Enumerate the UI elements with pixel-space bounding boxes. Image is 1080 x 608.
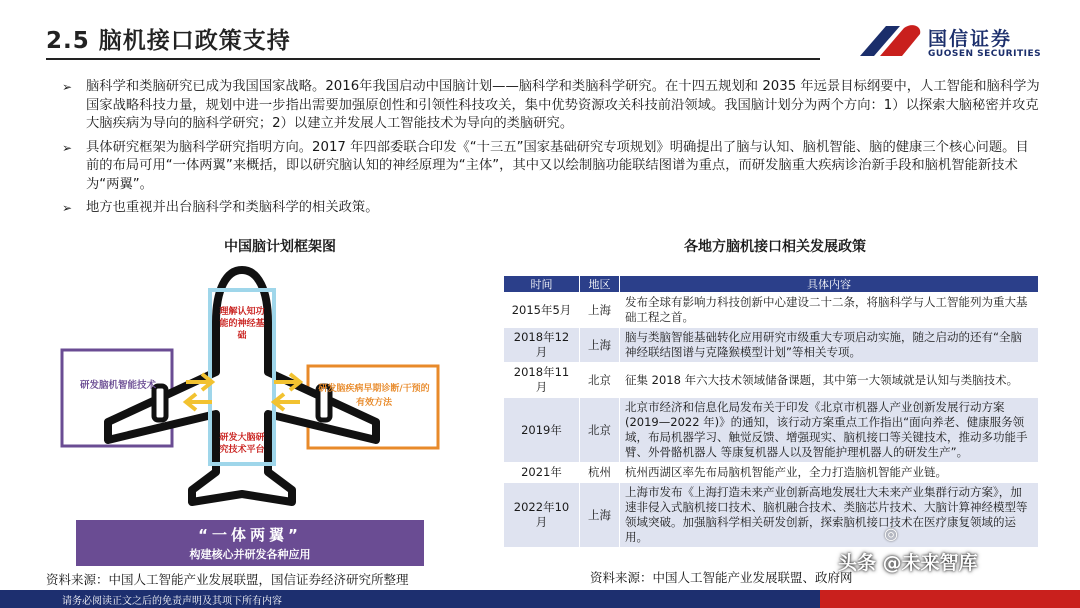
bullet-list bbox=[60, 78, 1040, 223]
brain-plan-diagram bbox=[46, 262, 446, 567]
bullet-text: 脑科学和类脑研究已成为我国国家战略。2016年我国启动中国脑计划——脑科学和类脑科学研究。在十四五规划和 2035 年远景目标纲要中，人工智能和脑科学为国家战略科技力量，规划中进一步指出需要加强原创性和引领性科技攻关，集中优势资源攻关科技前沿领域。我国脑计划分为两个方向：1）以探索大脑秘密并攻克大脑疾病为导向的脑科学研究；2）以建立并发展人工智能技术为导向的类脑研究。 bbox=[86, 79, 1040, 131]
box-center-label: 研发大脑研究技术平台 bbox=[219, 433, 265, 455]
cell-time: 2015年5月 bbox=[504, 293, 580, 328]
table-header-row bbox=[504, 276, 1039, 293]
col-header-content: 具体内容 bbox=[620, 276, 1039, 293]
cell-time: 2019年 bbox=[504, 398, 580, 463]
table-row bbox=[504, 483, 1039, 548]
cell-area: 上海 bbox=[580, 328, 620, 363]
bullet-item bbox=[60, 139, 1040, 195]
col-header-time: 时间 bbox=[504, 276, 580, 293]
cell-content: 征集 2018 年六大技术领域储备课题，其中第一大领域就是认知与类脑技术。 bbox=[620, 363, 1039, 398]
guosen-logo-icon bbox=[856, 18, 926, 62]
title-divider bbox=[46, 58, 820, 60]
logo-text-cn: 国信证券 bbox=[928, 28, 1013, 50]
cell-time: 2018年11月 bbox=[504, 363, 580, 398]
footer-accent bbox=[820, 590, 1080, 608]
table-row bbox=[504, 363, 1039, 398]
banner-subtitle: 构建核心并研发各种应用 bbox=[189, 548, 311, 561]
arrow-bullet-icon: ➢ bbox=[62, 201, 73, 215]
cell-time: 2021年 bbox=[504, 463, 580, 483]
guosen-logo bbox=[856, 18, 1056, 68]
col-header-area: 地区 bbox=[580, 276, 620, 293]
cell-content: 北京市经济和信息化局发布关于印发《北京市机器人产业创新发展行动方案(2019—2022 年)》的通知，该行动方案重点工作指出“面向养老、健康服务领域，布局机器学习、触觉反馈、增强现实、脑机接口等关键技术，推动多功能手臂、外骨骼机器人 等康复机器人以及智能护理机器人的研发生产”。 bbox=[620, 398, 1039, 463]
bullet-item bbox=[60, 199, 1040, 218]
cell-content: 上海市发布《上海打造未来产业创新高地发展壮大未来产业集群行动方案》，加速非侵入式脑机接口技术、脑机融合技术、类脑芯片技术、大脑计算神经模型等领域突破。加强脑科学相关研发创新，探索脑机接口技术在医疗康复领域的运用。 bbox=[620, 483, 1039, 548]
bullet-item bbox=[60, 78, 1040, 134]
cell-area: 北京 bbox=[580, 363, 620, 398]
logo-text-en: GUOSEN SECURITIES bbox=[928, 49, 1042, 59]
slide-title: 2.5 脑机接口政策支持 bbox=[46, 28, 291, 54]
cell-content: 脑与类脑智能基础转化应用研究市级重大专项启动实施，随之启动的还有“全脑神经联结图谱与克隆猴模型计划”等相关专项。 bbox=[620, 328, 1039, 363]
cell-area: 上海 bbox=[580, 483, 620, 548]
arrow-bullet-icon: ➢ bbox=[62, 80, 73, 94]
box-right-label: 研发脑疾病早期诊断/干预的有效方法 bbox=[318, 384, 430, 408]
policy-table bbox=[503, 275, 1039, 548]
cell-content: 发布全球有影响力科技创新中心建设二十二条，将脑科学与人工智能列为重大基础工程之首。 bbox=[620, 293, 1039, 328]
watermark: 头条 @未来智库 bbox=[838, 552, 978, 574]
table-row bbox=[504, 328, 1039, 363]
bullet-text: 具体研究框架为脑科学研究指明方向。2017 年四部委联合印发《“十三五”国家基础研究专项规划》明确提出了脑与认知、脑机智能、脑的健康三个核心问题。目前的布局可用“一体两翼”来概括，即以研究脑认知的神经原理为“主体”，其中又以绘制脑功能联结图谱为重点，而研发脑重大疾病诊治新手段和脑机智能新技术为“两翼”。 bbox=[86, 139, 1029, 192]
table-row bbox=[504, 463, 1039, 483]
box-top-label: 理解认知功能的神经基础 bbox=[219, 307, 265, 341]
cell-time: 2018年12月 bbox=[504, 328, 580, 363]
cell-area: 北京 bbox=[580, 398, 620, 463]
table-row bbox=[504, 293, 1039, 328]
watermark-icon: ◎ bbox=[884, 524, 898, 543]
figure-left-title: 中国脑计划框架图 bbox=[224, 239, 336, 255]
footer-disclaimer: 请务必阅读正文之后的免责声明及其项下所有内容 bbox=[62, 596, 282, 607]
cell-time: 2022年10月 bbox=[504, 483, 580, 548]
figure-right-title: 各地方脑机接口相关发展政策 bbox=[684, 239, 866, 255]
cell-content: 杭州西湖区率先布局脑机智能产业，全力打造脑机智能产业链。 bbox=[620, 463, 1039, 483]
banner-title: “一体两翼” bbox=[198, 526, 302, 544]
source-note-right: 资料来源：中国人工智能产业发展联盟、政府网 bbox=[590, 570, 853, 585]
source-note-left: 资料来源：中国人工智能产业发展联盟，国信证券经济研究所整理 bbox=[46, 572, 409, 587]
arrow-bullet-icon: ➢ bbox=[62, 140, 73, 155]
table-row bbox=[504, 398, 1039, 463]
box-left-label: 研发脑机智能技术 bbox=[79, 380, 156, 391]
cell-area: 上海 bbox=[580, 293, 620, 328]
slide-header bbox=[0, 0, 1080, 62]
cell-area: 杭州 bbox=[580, 463, 620, 483]
bullet-text: 地方也重视并出台脑科学和类脑科学的相关政策。 bbox=[86, 200, 379, 215]
